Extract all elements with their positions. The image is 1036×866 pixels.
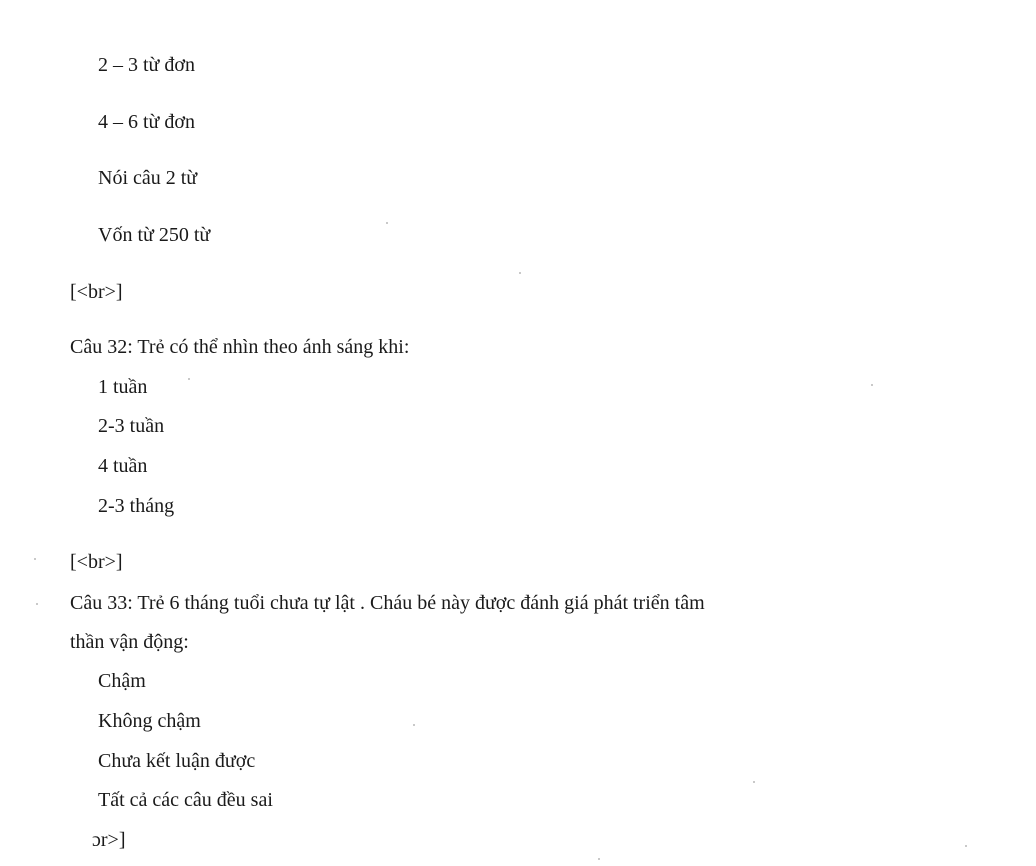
separator-3-cut: ɔr>] [92, 829, 126, 851]
question-33-text-line2: thần vận động: [70, 631, 189, 653]
prev-option-d: Vốn từ 250 từ [98, 224, 211, 246]
scan-speck [753, 781, 755, 783]
q33-option-a: Chậm [98, 670, 146, 692]
question-32-text: Câu 32: Trẻ có thể nhìn theo ánh sáng khi: [70, 336, 410, 358]
scan-speck [871, 384, 873, 386]
scan-speck [519, 272, 521, 274]
scan-speck [386, 222, 388, 224]
scan-speck [34, 558, 36, 560]
q32-option-d: 2-3 tháng [98, 495, 175, 517]
q33-option-d: Tất cả các câu đều sai [98, 789, 273, 811]
scan-speck [36, 603, 38, 605]
prev-option-b: 4 – 6 từ đơn [98, 111, 195, 133]
prev-option-a: 2 – 3 từ đơn [98, 54, 195, 76]
q32-option-b: 2-3 tuần [98, 415, 165, 437]
scan-speck [188, 378, 190, 380]
separator-1: [<br>] [70, 281, 123, 303]
scan-speck [965, 845, 967, 847]
prev-option-c: Nói câu 2 từ [98, 167, 198, 189]
scan-speck [598, 858, 600, 860]
separator-2: [<br>] [70, 551, 123, 573]
q33-option-c: Chưa kết luận được [98, 750, 256, 772]
q32-option-a: 1 tuần [98, 376, 148, 398]
q32-option-c: 4 tuần [98, 455, 148, 477]
question-33-text-line1: Câu 33: Trẻ 6 tháng tuổi chưa tự lật . Cháu bé này được đánh giá phát triển tâm [70, 592, 705, 614]
q33-option-b: Không chậm [98, 710, 201, 732]
scan-speck [413, 724, 415, 726]
